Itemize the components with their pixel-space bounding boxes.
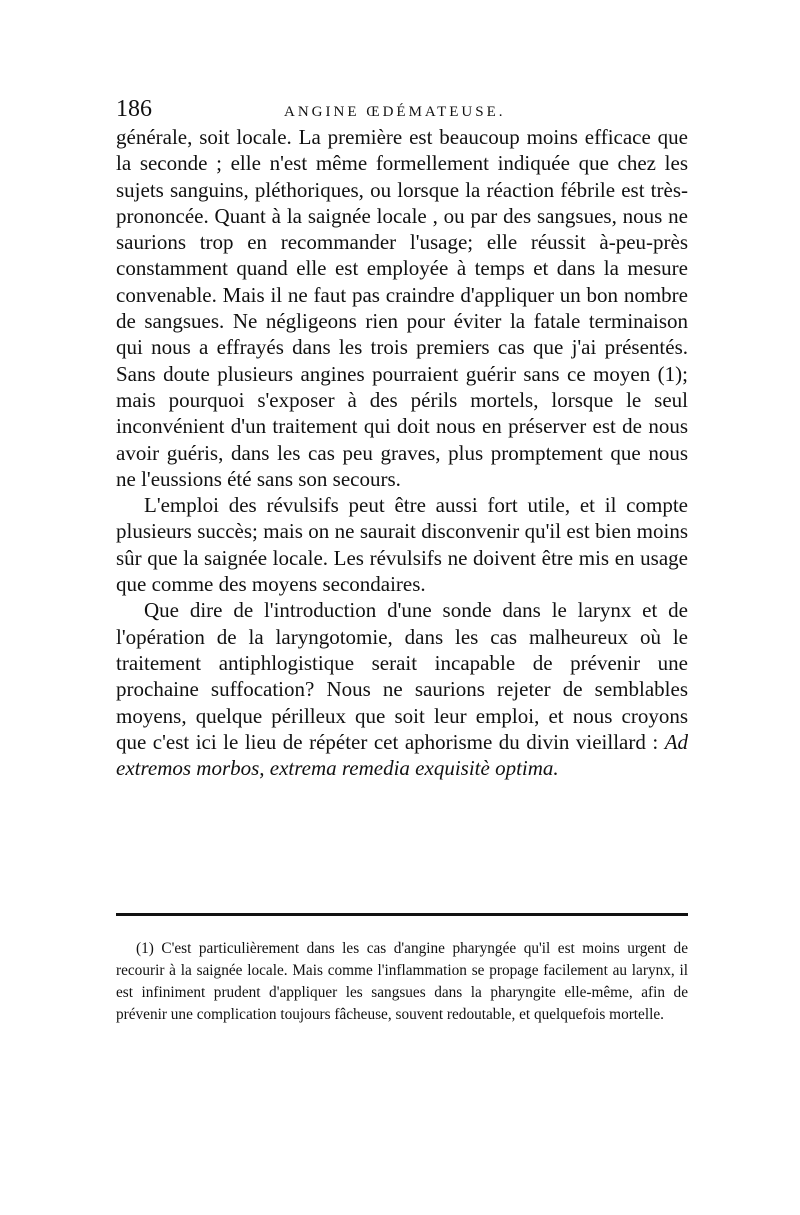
paragraph-1: générale, soit locale. La première est beaucoup moins efficace que la seconde ; elle n'est même formellement indiquée que chez les sujets sanguins, pléthoriques, ou lorsque la réaction fébrile est très-prononcée. Quant à la saignée locale , ou par des sangsues, nous ne saurions trop en recommander l'usage; elle réussit à-peu-près constamment quand elle est employée à temps et dans la mesure convenable. Mais il ne faut pas craindre d'appliquer un bon nombre de sangsues. Ne négligeons rien pour éviter la fatale terminaison qui nous a effrayés dans les trois premiers cas que j'ai présentés. Sans doute plusieurs angines pourraient guérir sans ce moyen (1); mais pourquoi s'exposer à des périls mortels, lorsque le seul inconvénient d'un traitement qui doit nous en préserver est de nous avoir guéris, dans les cas peu graves, plus promptement que nous ne l'eussions été sans son secours. [116,125,688,491]
paragraph-3-text: Que dire de l'introduction d'une sonde dans le larynx et de l'opération de la laryngotomie, dans les cas malheureux où le traitement antiphlogistique serait incapable de prévenir une prochaine suffocation? Nous ne saurions rejeter de semblables moyens, quelque périlleux que soit leur emploi, et nous croyons que c'est ici le lieu de répéter cet aphorisme du divin vieillard : [116,598,688,754]
aphorism-quote: Ad extremos morbos, extrema remedia exquisitè optima. [116,729,689,781]
footnote: (1) C'est particulièrement dans les cas d'angine pharyngée qu'il est moins urgent de recourir à la saignée locale. Mais comme l'inflammation se propage facilement au larynx, il est infiniment prudent d'appliquer les sangsues dans la pharyngite elle-même, afin de prévenir une complication toujours fâcheuse, souvent redoutable, et quelquefois mortelle. [116,940,688,1023]
running-head: ANGINE ŒDÉMATEUSE. [284,104,506,120]
page-header [116,94,686,128]
footnote-separator [116,913,688,916]
paragraph-3 [116,597,688,781]
main-text [116,124,688,781]
paragraph-2: L'emploi des révulsifs peut être aussi fort utile, et il compte plusieurs succès; mais on ne saurait disconvenir qu'il est bien moins sûr que la saignée locale. Les révulsifs ne doivent être mis en usage que comme des moyens secondaires. [116,493,688,597]
page-number: 186 [116,96,152,122]
